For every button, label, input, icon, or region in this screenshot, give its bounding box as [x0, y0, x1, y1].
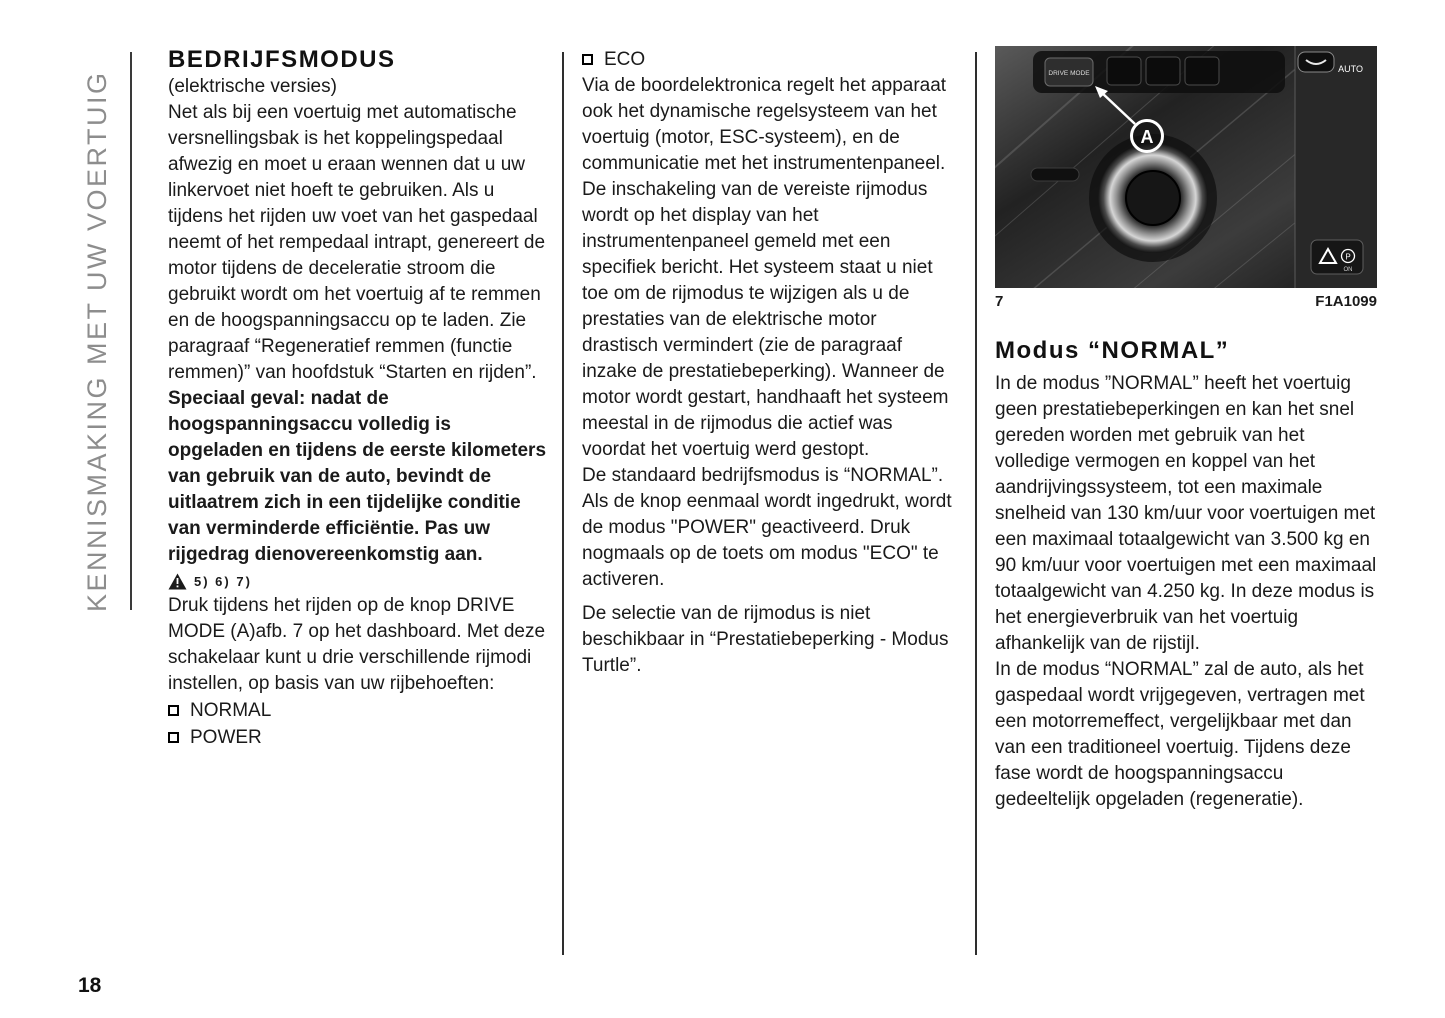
- warning-note-numbers: 5) 6) 7): [194, 574, 252, 589]
- list-item-label: NORMAL: [190, 700, 272, 721]
- paragraph: Net als bij een voertuig met automatische versnellingsbak is het koppelingspedaal afwezig en moet u eraan wennen dat u uw linkervoet niet hoeft te gebruiken. Als u tijdens het rijden uw voet van het gaspedaal neemt of het rempedaal intrapt, genereert de motor tijdens de deceleratie stroom die gebruikt wordt om het voertuig af te remmen en de hoogspanningsaccu op te laden. Zie paragraaf “Regeneratief remmen (functie remmen)” van hoofdstuk “Starten en rijden”.: [168, 102, 546, 383]
- paragraph: In de modus “NORMAL” zal de auto, als het gaspedaal wordt vrijgegeven, vertragen met een motorremeffect, vergelijkbaar met dan van een traditioneel voertuig. Tijdens deze fase wordt de hoogspanningsaccu gedeeltelijk opgeladen (regeneratie).: [995, 659, 1365, 810]
- square-bullet-icon: [582, 54, 593, 65]
- vent-slats: [1107, 57, 1219, 85]
- figure-number: 7: [995, 293, 1004, 310]
- callout-A: [1132, 121, 1163, 152]
- paragraph: De selectie van de rijmodus is niet beschikbaar in “Prestatiebeperking - Modus Turtle”.: [582, 603, 949, 676]
- list-item-label: ECO: [604, 49, 646, 70]
- figure-caption-row: [995, 293, 1377, 310]
- paragraph-bold: Speciaal geval: nadat de hoogspanningsaccu volledig is opgeladen en tijdens de eerste kilometers van gebruik van de auto, bevindt de uitlaatrem zich in een tijdelijke conditie van verminderde efficiëntie. Pas uw rijgedrag dienovereenkomstig aan.: [168, 388, 547, 565]
- drive-mode-button: [1045, 58, 1093, 86]
- chapter-title: KENNISMAKING MET UW VOERTUIG: [82, 70, 112, 612]
- page-number: 18: [78, 974, 102, 997]
- sub-section-heading: Modus “NORMAL”: [995, 337, 1230, 364]
- slot-control: [1031, 168, 1079, 181]
- paragraph: In de modus ”NORMAL” heeft het voertuig geen prestatiebeperkingen en kan het snel gereden worden met gebruik van het volledige vermogen en koppel van het aandrijvingssysteem, tot een maximale snelheid van 130 km/uur voor voertuigen met een maximaal totaalgewicht van 3.500 kg en 90 km/uur voor voertuigen met een maximaal totaalgewicht van 4.250 kg. In deze modus is het energieverbruik van het voertuig afhankelijk van de rijstijl.: [995, 373, 1377, 654]
- parking-label: P: [1345, 252, 1351, 262]
- hazard-button: [1311, 240, 1363, 274]
- paragraph: Druk tijdens het rijden op de knop DRIVE MODE (A)afb. 7 op het dashboard. Met deze schakelaar kunt u drie verschillende rijmodi instellen, op basis van uw rijbehoeften:: [168, 595, 546, 694]
- column-divider: [562, 52, 564, 955]
- list-item: [582, 46, 954, 73]
- square-bullet-icon: [168, 732, 179, 743]
- rotary-knob: [1089, 134, 1217, 262]
- column-3: [995, 46, 1377, 813]
- auto-label: AUTO: [1338, 64, 1363, 74]
- paragraph: De standaard bedrijfsmodus is “NORMAL”. Als de knop eenmaal wordt ingedrukt, wordt de modus "POWER" geactiveerd. Druk nogmaals op de toets om modus "ECO" te activeren.: [582, 465, 952, 590]
- drive-mode-label: DRIVE MODE: [1048, 70, 1090, 77]
- column-divider: [975, 52, 977, 955]
- list-item-label: POWER: [190, 727, 262, 748]
- column-1: [168, 46, 546, 751]
- section-heading: BEDRIJFSMODUS: [168, 46, 396, 73]
- figure-code: F1A1099: [1315, 293, 1377, 310]
- on-label: ON: [1343, 267, 1353, 273]
- square-bullet-icon: [168, 705, 179, 716]
- list-item: [168, 697, 546, 724]
- figure-dashboard-photo: [995, 46, 1377, 288]
- column-2: [582, 46, 954, 679]
- list-item: [168, 724, 546, 751]
- dashboard-photo-illustration: [995, 46, 1377, 288]
- paragraph: Via de boordelektronica regelt het apparaat ook het dynamische regelsysteem van het voertuig (motor, ESC-systeem), en de communicatie met het instrumentenpaneel. De inschakeling van de vereiste rijmodus wordt op het display van het instrumentenpaneel gemeld met een specifiek bericht. Het systeem staat u niet toe om de rijmodus te wijzigen als u de prestaties van de elektrische motor drastisch vermindert (zie de paragraaf inzake de prestatiebeperking). Wanneer de motor wordt gestart, handhaaft het systeem meestal in de rijmodus die actief was voordat het voertuig werd gestopt.: [582, 75, 949, 460]
- warning-triangle-icon: [168, 573, 187, 590]
- auto-button: [1298, 52, 1334, 72]
- sidebar-rule: [130, 52, 132, 610]
- section-subheading: (elektrische versies): [168, 76, 337, 97]
- warning-reference-row: [168, 573, 546, 590]
- callout-letter: A: [1140, 127, 1154, 147]
